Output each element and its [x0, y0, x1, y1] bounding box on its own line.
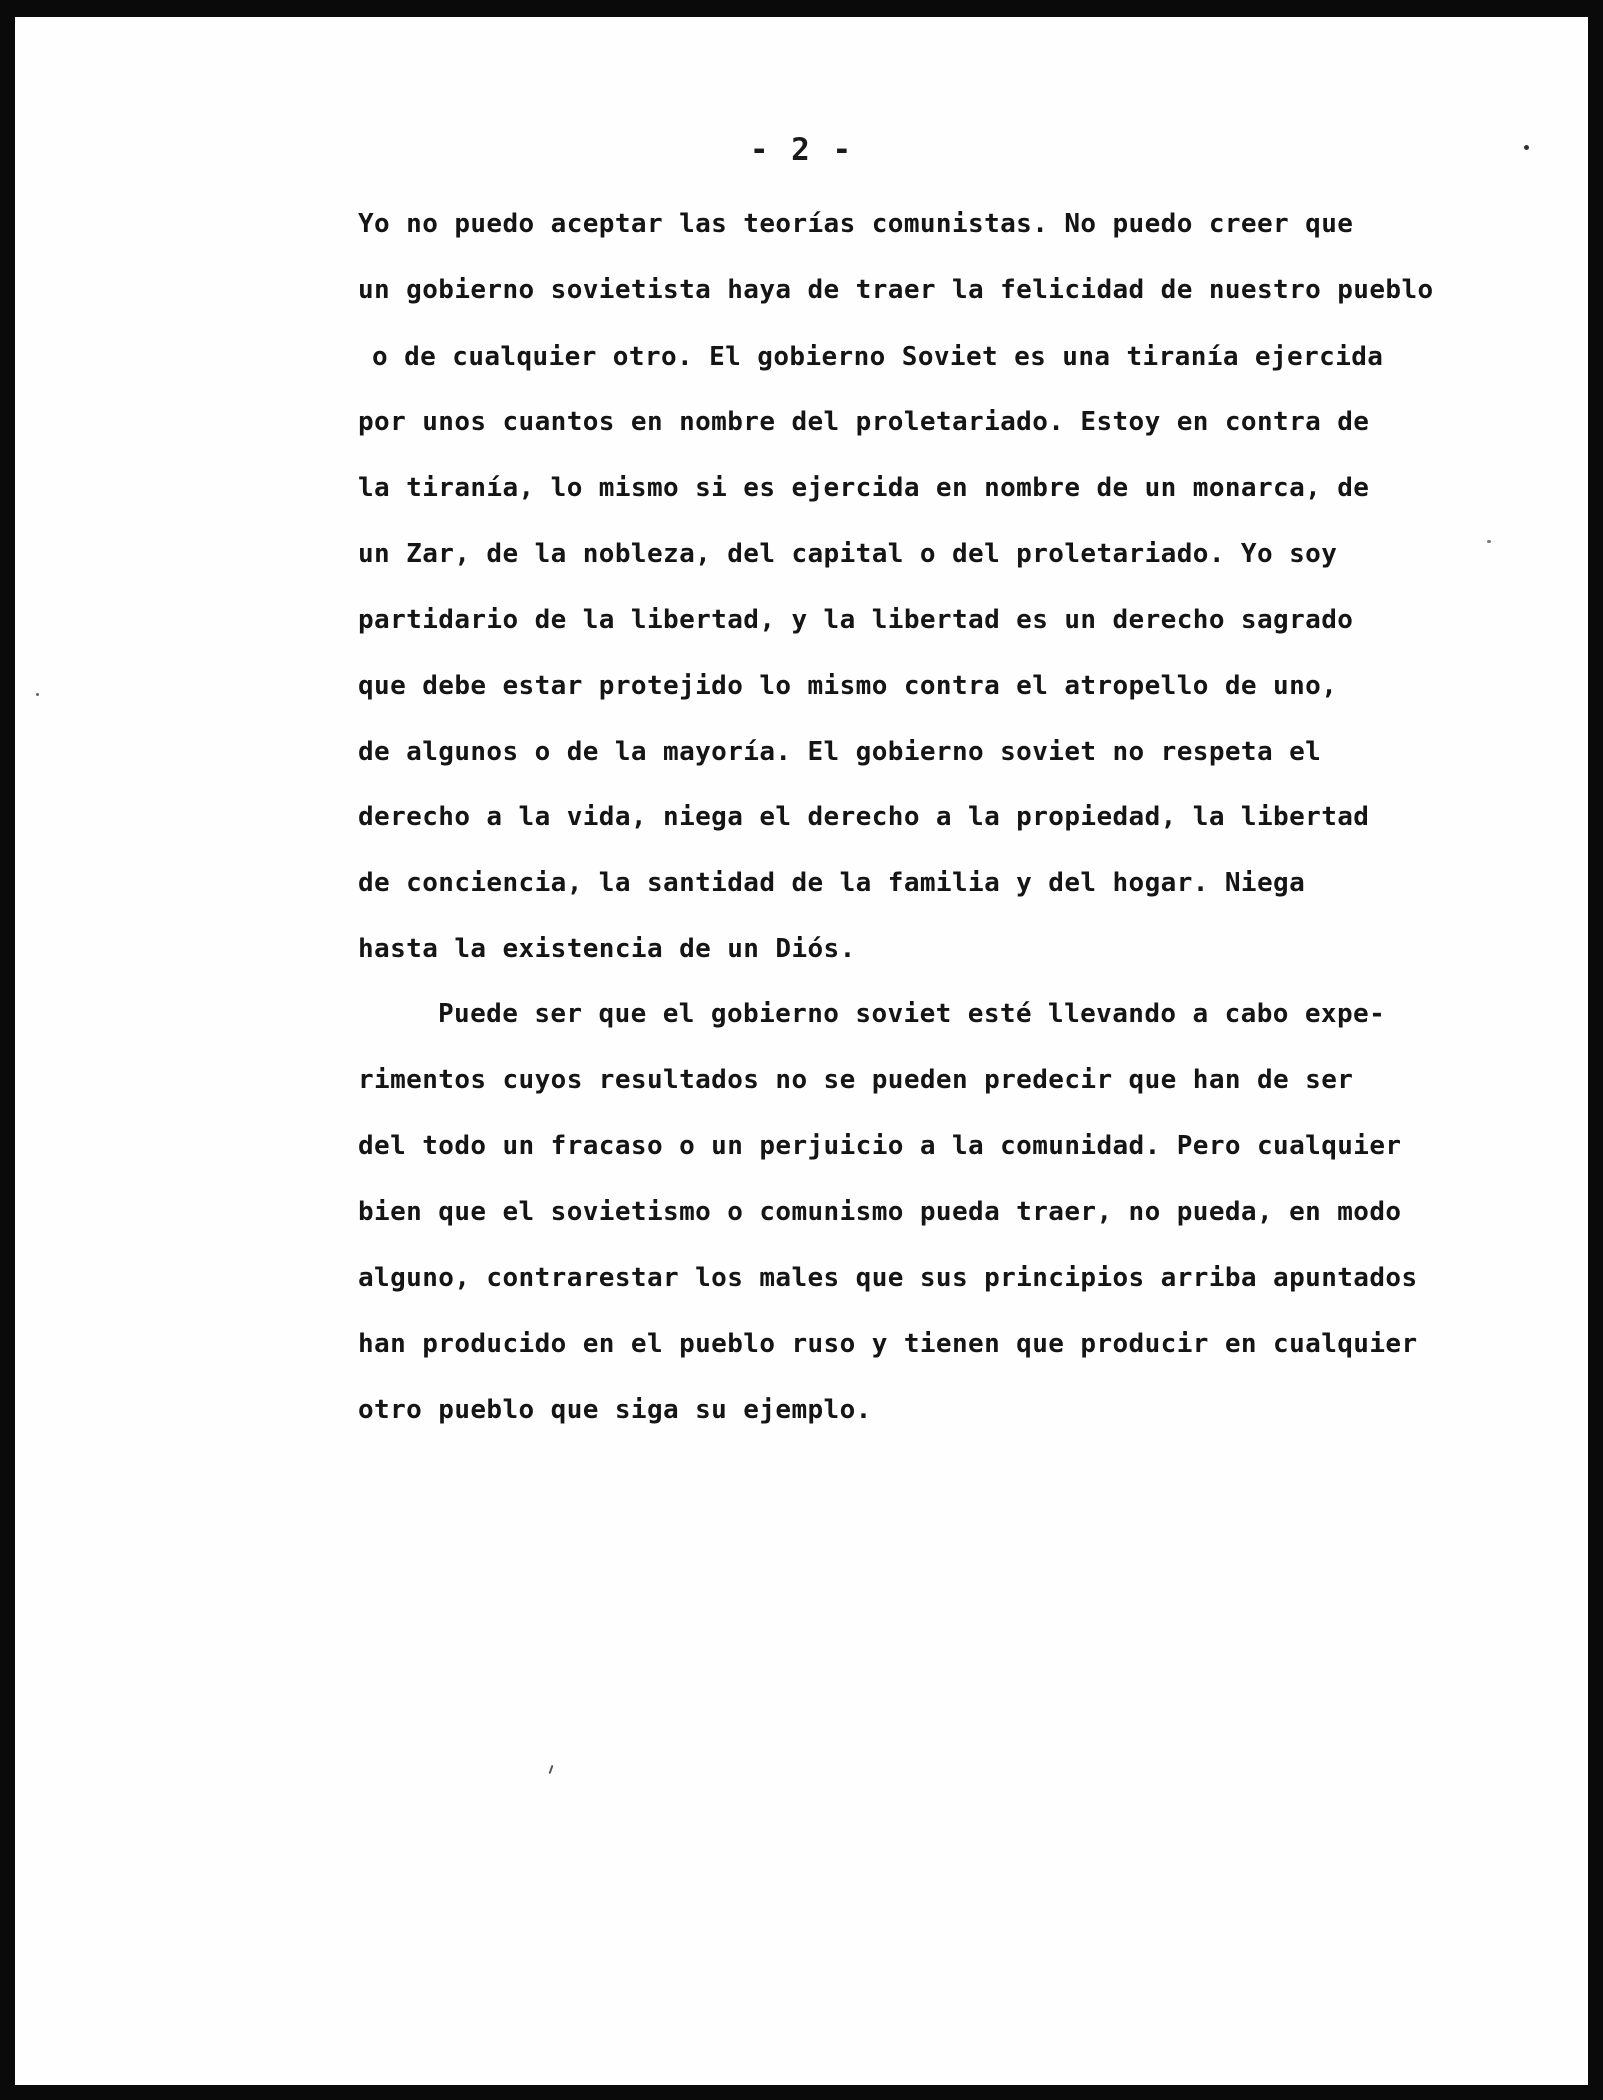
paragraph-2-line-5: alguno, contrarestar los males que sus principios arriba apuntados [358, 1263, 1418, 1293]
paragraph-1-line-1: Yo no puedo aceptar las teorías comunistas. No puedo creer que [358, 209, 1354, 239]
scan-speck [1524, 145, 1529, 150]
paragraph-2-line-6: han producido en el pueblo ruso y tienen que producir en cualquier [358, 1329, 1418, 1359]
paragraph-1-line-2: un gobierno sovietista haya de traer la felicidad de nuestro pueblo [358, 275, 1434, 305]
paragraph-1-line-7: partidario de la libertad, y la libertad es un derecho sagrado [358, 605, 1354, 635]
paragraph-1-line-9: de algunos o de la mayoría. El gobierno soviet no respeta el [358, 737, 1322, 767]
paragraph-1-line-3: o de cualquier otro. El gobierno Soviet es una tiranía ejercida [372, 342, 1384, 372]
paragraph-1-line-10: derecho a la vida, niega el derecho a la propiedad, la libertad [358, 802, 1370, 832]
scan-speck [1487, 540, 1491, 543]
paragraph-1-line-4: por unos cuantos en nombre del proletariado. Estoy en contra de [358, 407, 1370, 437]
paragraph-2-line-1: Puede ser que el gobierno soviet esté llevando a cabo expe- [438, 999, 1386, 1029]
paragraph-1-line-8: que debe estar protejido lo mismo contra el atropello de uno, [358, 671, 1338, 701]
page-number: - 2 - [749, 132, 854, 168]
paragraph-1-line-5: la tiranía, lo mismo si es ejercida en nombre de un monarca, de [358, 473, 1370, 503]
paragraph-2-line-3: del todo un fracaso o un perjuicio a la comunidad. Pero cualquier [358, 1131, 1402, 1161]
paper-sheet [15, 17, 1588, 2085]
paragraph-2-line-2: rimentos cuyos resultados no se pueden predecir que han de ser [358, 1065, 1354, 1095]
paragraph-1-line-6: un Zar, de la nobleza, del capital o del proletariado. Yo soy [358, 539, 1338, 569]
paragraph-2-line-7: otro pueblo que siga su ejemplo. [358, 1395, 872, 1425]
paragraph-1-line-12: hasta la existencia de un Diós. [358, 934, 856, 964]
paragraph-2-line-4: bien que el sovietismo o comunismo pueda traer, no pueda, en modo [358, 1197, 1402, 1227]
scan-speck [36, 693, 39, 696]
paragraph-1-line-11: de conciencia, la santidad de la familia y del hogar. Niega [358, 868, 1306, 898]
